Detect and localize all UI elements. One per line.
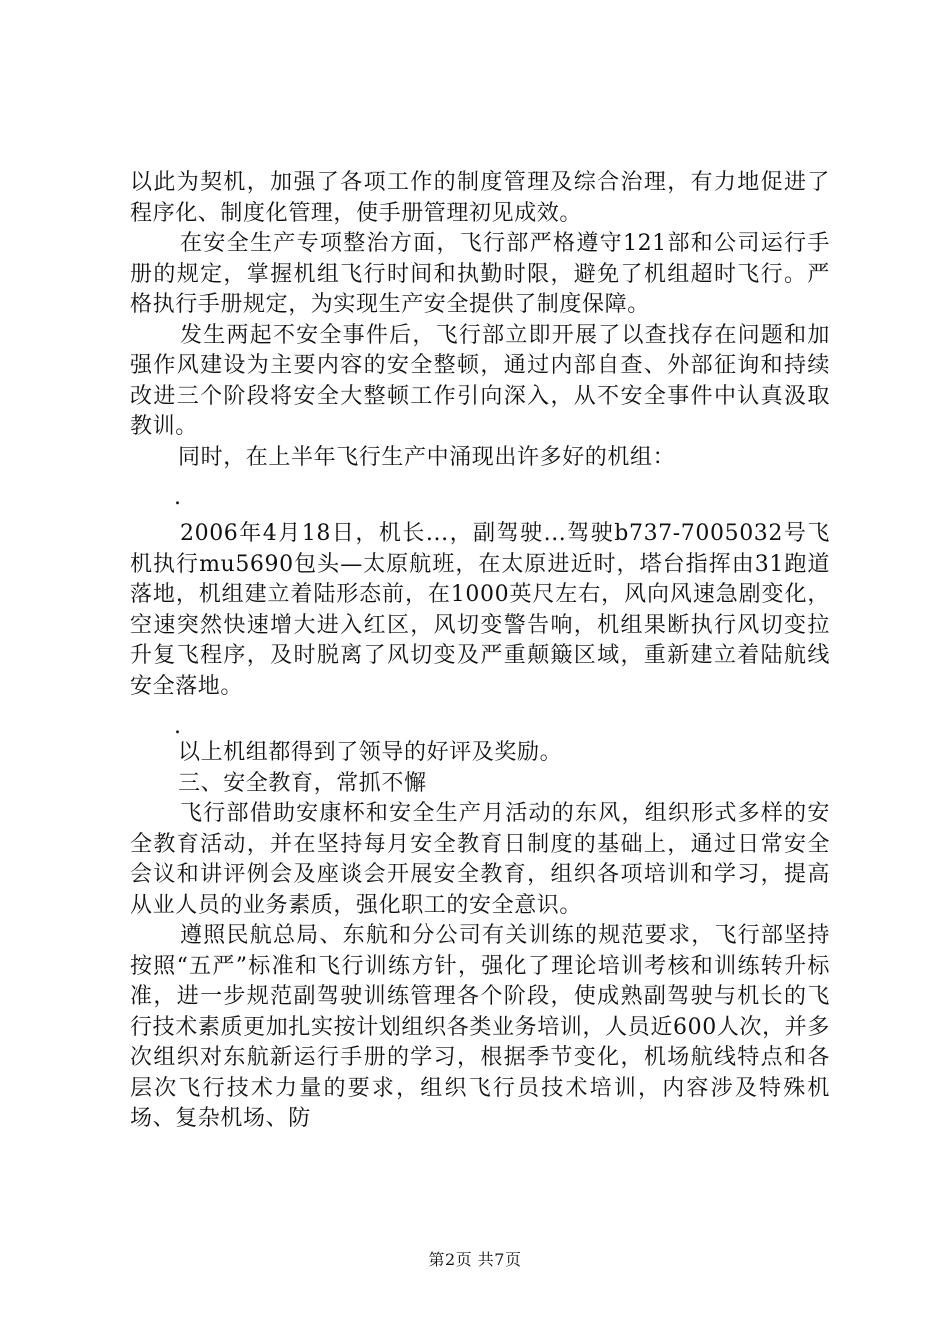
page-indicator: 第2页 共7页 [428,1250,522,1269]
document-body [130,168,830,1135]
paragraph-commendation: 以上机组都得到了领导的好评及奖励。 [178,740,563,765]
paragraph-continuation: 以此为契机，加强了各项工作的制度管理及综合治理，有力地促进了程序化、制度化管理，使手册管理初见成效。 [130,170,830,226]
paragraph-training: 遵照民航总局、东航和分公司有关训练的规范要求，飞行部坚持按照“五严”标准和飞行训练方针，强化了理论培训考核和训练转升标准，进一步规范副驾驶训练管理各个阶段，使成熟副驾驶与机长的飞行技术素质更加扎实按计划组织各类业务培训，人员近600人次，并多次组织对东航新运行手册的学习，根据季节变化，机场航线特点和各层次飞行技术力量的要求，组织飞行员技术培训，内容涉及特殊机场、复杂机场、防 [130,923,830,1131]
paragraph-windshear-incident: 2006年4月18日，机长...，副驾驶...驾驶b737-7005032号飞机执行mu5690包头—太原航班，在太原进近时，塔台指挥由31跑道落地，机组建立着陆形态前，在1000英尺左右，风向风速急剧变化，空速突然快速增大进入红区，风切变警告响，机组果断执行风切变拉升复飞程序，及时脱离了风切变及严重颠簸区域，重新建立着陆航线安全落地。 [130,521,830,699]
bullet-marker: . [174,714,181,739]
paragraph-safety-rectification: 在安全生产专项整治方面，飞行部严格遵守121部和公司运行手册的规定，掌握机组飞行时间和执勤时限，避免了机组超时飞行。严格执行手册规定，为实现生产安全提供了制度保障。 [130,231,830,317]
paragraph-good-crews-intro: 同时，在上半年飞行生产中涌现出许多好的机组： [178,444,676,470]
bullet-marker: . [174,485,181,510]
paragraph-incident-response: 发生两起不安全事件后，飞行部立即开展了以查找存在问题和加强作风建设为主要内容的安全整顿，通过内部自查、外部征询和持续改进三个阶段将安全大整顿工作引向深入，从不安全事件中认真汲取教训。 [130,322,830,439]
section-heading-safety-education: 三、安全教育，常抓不懈 [178,770,427,796]
paragraph-safety-education: 飞行部借助安康杯和安全生产月活动的东风，组织形式多样的安全教育活动，并在坚持每月安全教育日制度的基础上，通过日常安全会议和讲评例会及座谈会开展安全教育，组织各项培训和学习，提高从业人员的业务素质，强化职工的安全意识。 [130,801,830,918]
